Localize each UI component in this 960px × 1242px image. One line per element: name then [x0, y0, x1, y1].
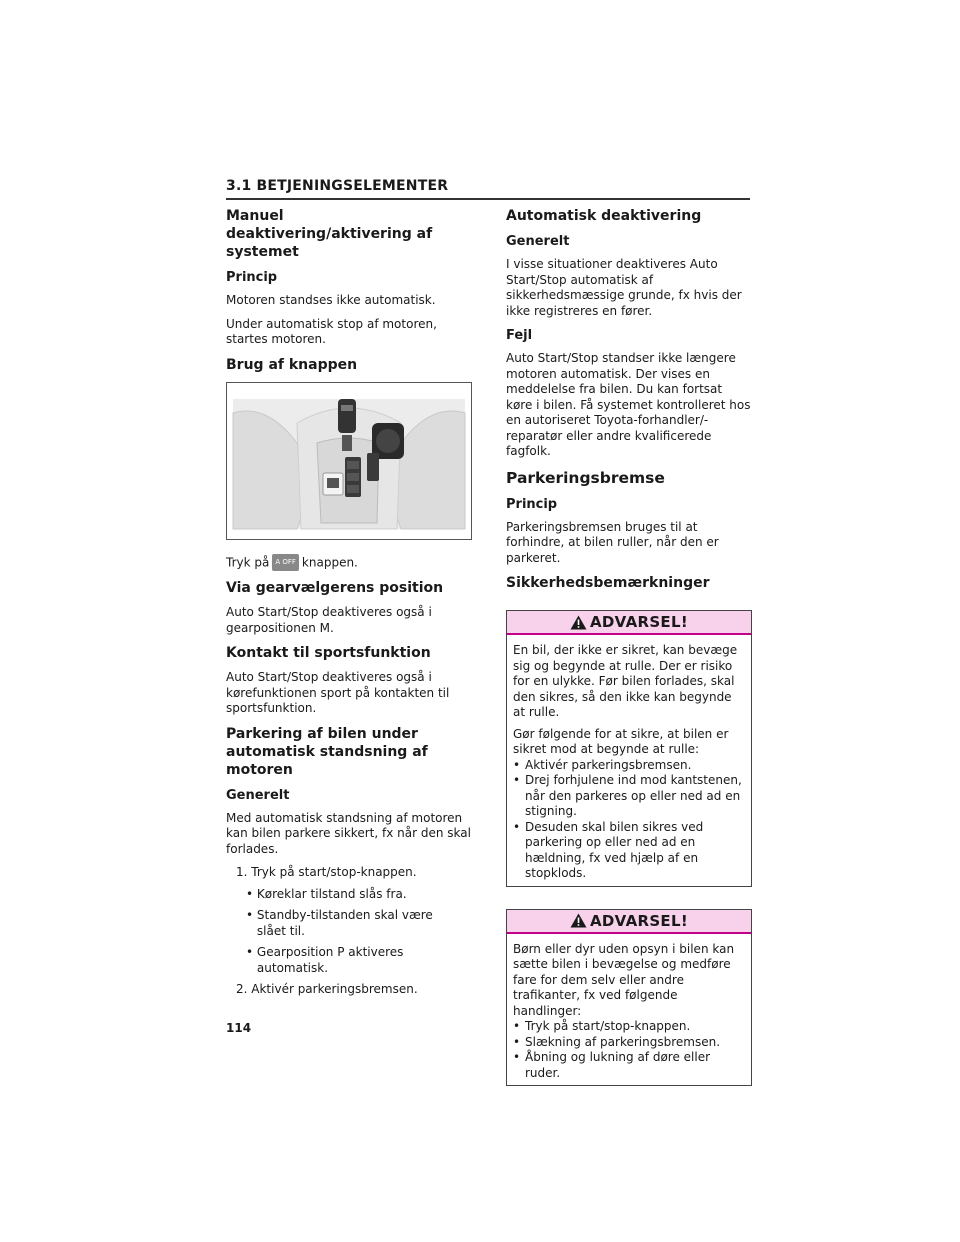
bullet-item: • Åbning og lukning af døre eller ruder.	[513, 1050, 711, 1080]
bullet-item: • Drej forhjulene ind mod kantstenen, når den parkeres op eller ned ad en stigning.	[513, 773, 742, 818]
section-header: 3.1 BETJENINGSELEMENTER	[226, 178, 449, 194]
heading-general: Generelt	[226, 787, 290, 803]
paragraph: I visse situationer deaktiveres Auto Start/Stop automatisk af sikkerhedsmæssige grunde, fx hvis der ikke registreres en fører.	[506, 257, 742, 318]
heading-safety: Sikkerhedsbemærkninger	[506, 575, 710, 591]
heading-general: Generelt	[506, 234, 570, 249]
heading-parking-brake: Parkeringsbremse	[506, 468, 665, 487]
heading-gear: Via gearvælgerens position	[226, 580, 444, 596]
step-item: 1. Tryk på start/stop-knappen.	[236, 865, 417, 879]
warning-triangle-icon	[570, 615, 587, 630]
bullet-item: • Desuden skal bilen sikres ved parkering op eller ned ad en hældning, fx ved hjælp af en stopklods.	[513, 819, 704, 880]
warning-box	[506, 610, 752, 887]
center-console-photo	[226, 382, 472, 540]
warning-body: Børn eller dyr uden opsyn i bilen kan sætte bilen i bevægelse og medføre fare for dem selv eller andre trafikanter, fx ved følgende handlinger: • Tryk på start/stop-knappen. • Slækning af parkeringsbremsen. • Åbning og lukning af døre eller ruder.	[507, 934, 751, 1086]
paragraph: Auto Start/Stop deaktiveres også i gearpositionen M.	[226, 605, 432, 635]
heading-principle: Princip	[226, 270, 278, 285]
page-number: 114	[226, 1021, 252, 1035]
auto-start-stop-off-icon: A OFF	[272, 554, 299, 572]
console-illustration	[227, 383, 471, 539]
paragraph: Parkeringsbremsen bruges til at forhindre, at bilen ruller, når den er parkeret.	[506, 519, 719, 565]
warning-box	[506, 909, 752, 1087]
paragraph: Auto Start/Stop deaktiveres også i kørefunktionen sport på kontakten til sportsfunktion.	[226, 670, 450, 715]
step-list	[226, 865, 472, 998]
warning-body: En bil, der ikke er sikret, kan bevæge sig og begynde at rulle. Der er risiko for en ulykke. Før bilen forlades, skal den sikres, så den ikke kan begynde at rulle. Gør følgende for at sikre, at bilen er sikret mod at begynde at rulle: • Aktivér parkeringsbremsen. • Drej forhjulene ind mod kantstenen, når den parkeres op eller ned ad en stigning. • Desuden skal bilen sikres ved parkering op eller ned ad en hældning, fx ved hjælp af en stopklods.	[507, 635, 751, 886]
sub-item: • Køreklar tilstand slås fra.	[246, 886, 407, 901]
press-button-line: Tryk på A OFF knappen.	[226, 554, 472, 572]
bullet-item: • Aktivér parkeringsbremsen.	[513, 757, 692, 772]
section-rule	[226, 198, 750, 200]
step-item: 2. Aktivér parkeringsbremsen.	[236, 982, 418, 996]
heading-sport: Kontakt til sportsfunktion	[226, 645, 431, 661]
paragraph: Med automatisk standsning af motoren kan bilen parkere sikkert, fx når den skal forlades.	[226, 810, 471, 856]
sub-item: • Gearposition P aktiveres automatisk.	[246, 945, 404, 975]
warning-triangle-icon	[570, 913, 587, 928]
heading-fault: Fejl	[506, 328, 533, 343]
heading-manual: Manuel deaktivering/aktivering af systemet	[226, 208, 433, 260]
heading-button: Brug af knappen	[226, 356, 358, 373]
sub-item: • Standby-tilstanden skal være slået til.	[246, 908, 433, 938]
heading-parking: Parkering af bilen under automatisk standsning af motoren	[226, 725, 428, 778]
paragraph: Motoren standses ikke automatisk.	[226, 293, 436, 307]
warning-header: ADVARSEL!	[507, 910, 751, 934]
paragraph: Auto Start/Stop standser ikke længere motoren automatisk. Der vises en meddelelse fra bilen. Du kan fortsat køre i bilen. Få systemet kontrolleret hos en autoriseret Toyota-forhandler/-reparatør eller andre kvalificerede fagfolk.	[506, 351, 751, 458]
heading-auto-deactivation: Automatisk deaktivering	[506, 208, 702, 224]
heading-principle: Princip	[506, 496, 558, 512]
left-column	[226, 207, 472, 1004]
right-column	[506, 207, 752, 1086]
bullet-item: • Tryk på start/stop-knappen.	[513, 1019, 691, 1033]
warning-header: ADVARSEL!	[507, 611, 751, 635]
paragraph: Under automatisk stop af motoren, startes motoren.	[226, 316, 437, 346]
bullet-item: • Slækning af parkeringsbremsen.	[513, 1034, 721, 1049]
